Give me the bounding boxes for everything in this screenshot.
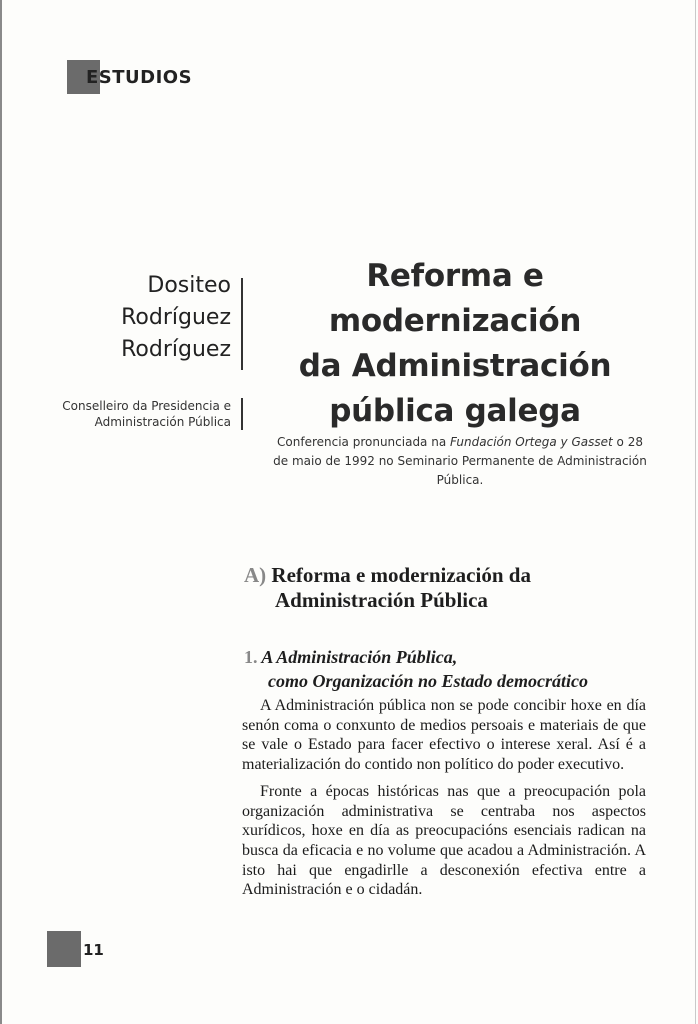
conference-suffix: o 28 de maio de 1992 no Seminario Permanente de Administración Pública. [273, 435, 647, 487]
section-a-heading [244, 563, 531, 613]
section-a-title-line2: Administración Pública [275, 588, 488, 612]
title-line: pública galega [329, 393, 581, 429]
subsection-1-title-line2: como Organización no Estado democrático [268, 671, 589, 691]
conference-note [270, 433, 650, 490]
author-line: Dositeo [147, 273, 231, 298]
subsection-1-marker: 1. [244, 647, 258, 667]
body-text [242, 696, 646, 907]
conference-foundation: Fundación Ortega y Gasset [450, 435, 613, 449]
article-title [250, 254, 660, 434]
affiliation-divider [241, 398, 243, 430]
section-a-marker: A) [244, 563, 267, 587]
affiliation-line: Conselleiro da Presidencia e [62, 399, 231, 413]
author-name [121, 270, 231, 366]
page-edge-left [0, 0, 2, 1024]
page-number-block [47, 931, 81, 967]
page-number: 11 [83, 941, 104, 959]
section-a-title-line1: Reforma e modernización da [271, 563, 531, 587]
title-line: da Administración [298, 348, 612, 384]
paragraph: Fronte a épocas históricas nas que a preocupación pola organización administrativa se centraba nos aspectos xurídicos, hoxe en día as preocupacións esenciais radican na busca da eficacia e no volume que acadou a Administración. A isto hai que engadirlle a desconexión efectiva entre a Administración e o cidadán. [242, 782, 646, 899]
author-line: Rodríguez [121, 305, 231, 330]
paragraph: A Administración pública non se pode concibir hoxe en día senón coma o conxunto de medios persoais e materiais de que se vale o Estado para facer efectivo o interese xeral. Así é a materialización do contido non político do poder executivo. [242, 697, 646, 774]
author-affiliation [62, 398, 231, 430]
conference-prefix: Conferencia pronunciada na [277, 435, 447, 449]
page-edge-right [695, 0, 696, 1024]
subsection-1-heading [244, 645, 588, 693]
author-line: Rodríguez [121, 337, 231, 362]
author-divider [241, 278, 243, 370]
title-line: Reforma e modernización [328, 258, 582, 339]
section-label: ESTUDIOS [86, 67, 193, 88]
affiliation-line: Administración Pública [94, 415, 231, 429]
subsection-1-title-line1: A Administración Pública, [261, 647, 458, 667]
